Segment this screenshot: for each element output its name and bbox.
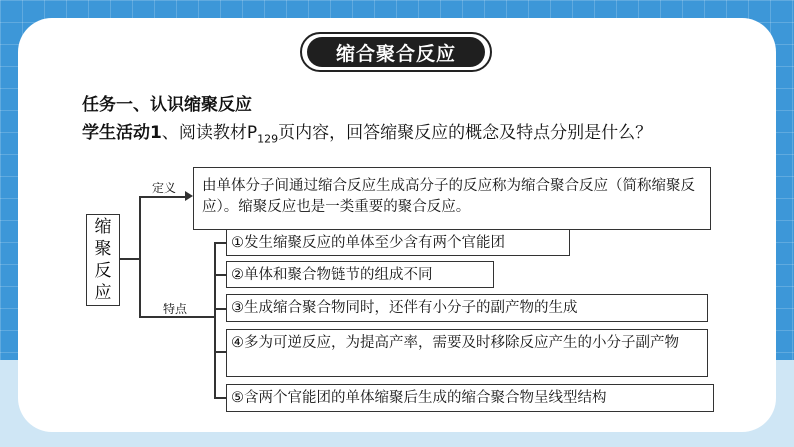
feature-item: ③生成缩合聚合物同时，还伴有小分子的副产物的生成 [226, 294, 708, 322]
root-char: 聚 [94, 239, 112, 259]
root-char: 缩 [94, 217, 112, 237]
title-pill [300, 32, 492, 72]
page-number-sub: 129 [257, 132, 279, 146]
connector-features-vertical [214, 242, 216, 398]
root-label-box [86, 214, 120, 306]
feature-item: ⑤含两个官能团的单体缩聚后生成的缩合聚合物呈线型结构 [226, 384, 714, 412]
activity-label: 学生活动1 [82, 123, 162, 143]
definition-tag: 定义 [152, 181, 177, 195]
connector-vertical-main [139, 196, 141, 316]
root-char: 反 [94, 261, 112, 281]
definition-box: 由单体分子间通过缩合反应生成高分子的反应称为缩合聚合反应（简称缩聚反应）。缩聚反应也是一类重要的聚合反应。 [193, 167, 711, 230]
activity-text-1: 、阅读教材P [161, 123, 258, 143]
feature-item: ④多为可逆反应，为提高产率，需要及时移除反应产生的小分子副产物 [226, 329, 708, 377]
connector-item-3 [214, 308, 226, 310]
feature-item: ②单体和聚合物链节的组成不同 [226, 261, 494, 288]
feature-item: ①发生缩聚反应的单体至少含有两个官能团 [226, 229, 570, 256]
page-title: 缩合聚合反应 [307, 37, 485, 67]
arrow-right-icon [185, 191, 193, 201]
activity-question [82, 119, 742, 153]
connector-item-1 [214, 242, 226, 244]
root-char: 应 [94, 283, 112, 303]
connector-item-5 [214, 397, 226, 399]
connector-root [120, 258, 140, 260]
connector-item-4 [214, 351, 226, 353]
task-heading: 任务一、认识缩聚反应 [82, 95, 252, 115]
connector-definition [139, 196, 189, 198]
connector-item-2 [214, 274, 226, 276]
features-tag: 特点 [163, 302, 188, 316]
activity-text-2: 页内容，回答缩聚反应的概念及特点分别是什么？ [278, 123, 653, 143]
